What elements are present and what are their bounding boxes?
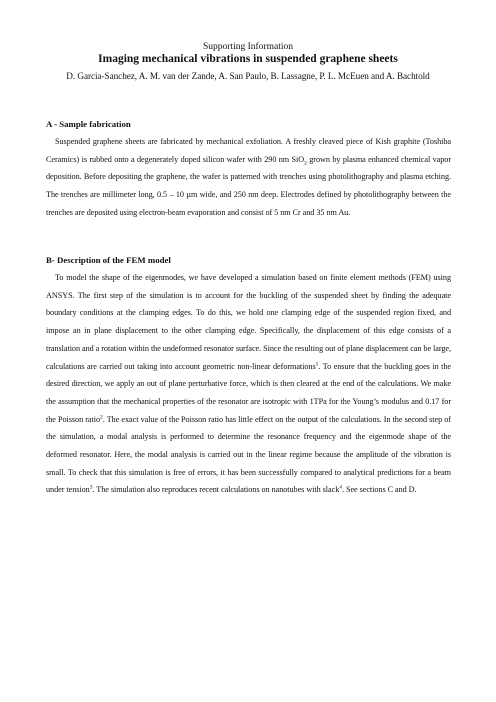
subscript: 2 [304, 160, 307, 167]
author-list: D. Garcia-Sanchez, A. M. van der Zande, A. San Paulo, B. Lassagne, P. L. McEuen and A. Bachtold [66, 71, 430, 81]
supporting-information-label: Supporting Information [203, 42, 293, 52]
paragraph-text: grown by plasma enhanced chemical vapor deposition. Before depositing the graphene, the wafer is patterned with trenches using photolithography and plasma etching. The trenches are millimeter long, 0.5 – 10 µm wide, and 250 nm deep. Electrodes defined by photolithography between the trenches are deposited using electron-beam evaporation and consist of 5 nm Cr and 35 nm Au. [46, 154, 451, 217]
paragraph-text: . The simulation also reproduces recent calculations on nanotubes with slack [92, 485, 340, 495]
section-paragraph [46, 133, 451, 222]
reference-mark: 4 [339, 484, 342, 491]
reference-mark: 3 [89, 484, 93, 491]
section-sample-fabrication [46, 118, 451, 222]
reference-mark: 1 [315, 360, 319, 367]
paragraph-text: . See sections C and D. [341, 485, 417, 495]
section-paragraph [46, 269, 451, 499]
reference-mark: 2 [100, 413, 103, 420]
paragraph-text: . To ensure that the buckling goes in the desired direction, we apply an out of plane perturbative force, which is then cleared at the end of the calculations. We make the assumption that the mechanical properties of the resonator are isotropic with 1TPa for the Young’s modulus and 0.17 for the Poisson ratio [46, 361, 451, 424]
section-heading: B- Description of the FEM model [46, 255, 171, 265]
paragraph-text: Suspended graphene sheets are fabricated by mechanical exfoliation. A freshly cleaved piece of Kish graphite (Toshiba Ceramics) is rubbed onto a degenerately doped silicon wafer with 290 nm SiO [46, 137, 451, 164]
section-fem-model [46, 254, 451, 499]
paper-title: Imaging mechanical vibrations in suspended graphene sheets [98, 53, 398, 65]
paragraph-text: To model the shape of the eigenmodes, we have developed a simulation based on finite element methods (FEM) using ANSYS. The first step of the simulation is to account for the buckling of the suspended sheet by finding the adequate boundary conditions at the clamping edges. To do this, we hold one clamping edge of the suspended region fixed, and impose an in plane displacement to the other clamping edge. Specifically, the displacement of this edge consists of a translation and a rotation within the undeformed resonator surface. Since the resulting out of plane displacement can be large, calculations are carried out taking into account geometric non-linear deformations [46, 273, 452, 371]
paragraph-text: . The exact value of the Poisson ratio has little effect on the output of the calculations. In the second step of the simulation, a modal analysis is performed to determine the resonance frequency and the eigenmode shape of the deformed resonator. Here, the modal analysis is carried out in the linear regime because the amplitude of the vibration is small. To check that this simulation is free of errors, it has been successfully compared to analytical predictions for a beam under tension [46, 414, 451, 495]
section-heading: A - Sample fabrication [46, 119, 131, 129]
